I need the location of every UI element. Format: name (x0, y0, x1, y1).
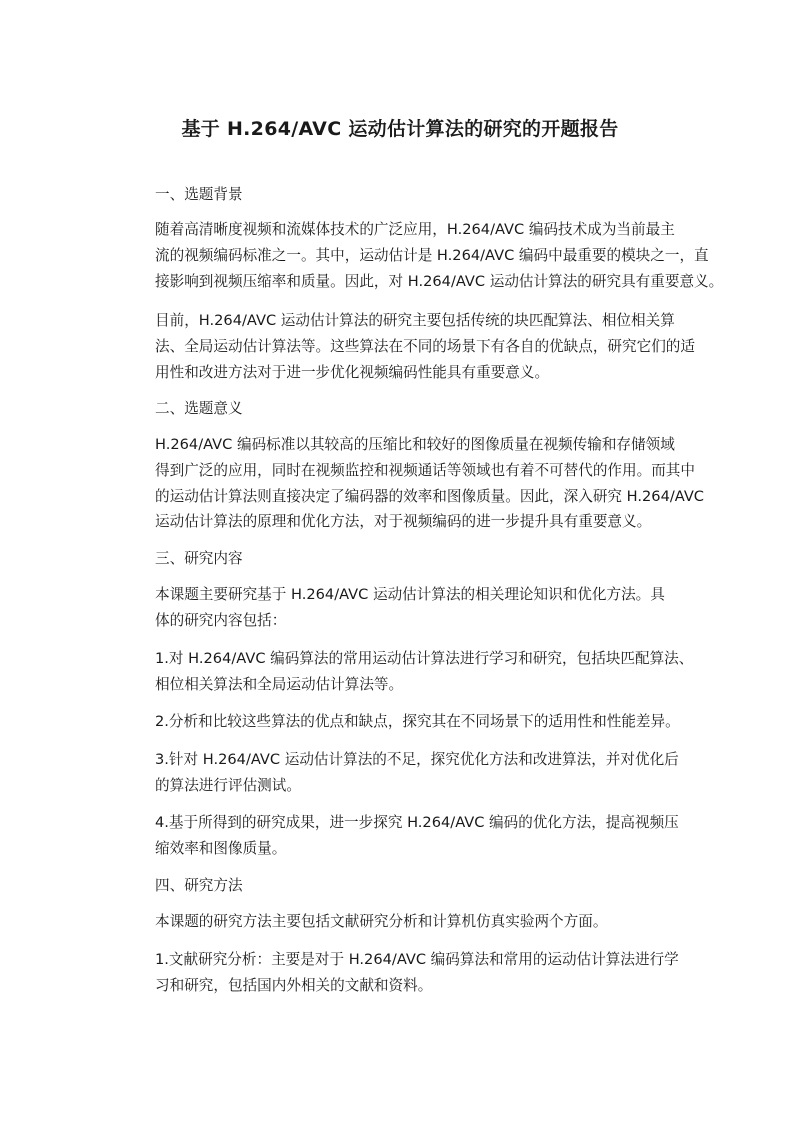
text-line: 本课题主要研究基于 H.264/AVC 运动估计算法的相关理论知识和优化方法。具 (155, 586, 665, 603)
paragraph-methods-item-1 (120, 947, 688, 999)
text-line: 的算法进行评估测试。 (155, 776, 301, 794)
text-line: 2.分析和比较这些算法的优点和缺点，探究其在不同场景下的适用性和性能差异。 (155, 713, 680, 730)
text-line: 流的视频编码标准之一。其中，运动估计是 H.264/AVC 编码中最重要的模块之一，直 (155, 246, 709, 264)
paragraph-background-2 (120, 308, 695, 385)
paragraph-content-item-1 (120, 646, 694, 698)
text-line: 1.对 H.264/AVC 编码算法的常用运动估计算法进行学习和研究，包括块匹配算法、 (155, 650, 694, 667)
text-line: 用性和改进方法对于进一步优化视频编码性能具有重要意义。 (155, 363, 550, 381)
document-title: 基于 H.264/AVC 运动估计算法的研究的开题报告 (181, 118, 619, 140)
text-line: 得到广泛的应用，同时在视频监控和视频通话等领域也有着不可替代的作用。而其中 (155, 461, 695, 479)
text-line: 习和研究，包括国内外相关的文献和资料。 (155, 976, 433, 994)
text-line: 目前，H.264/AVC 运动估计算法的研究主要包括传统的块匹配算法、相位相关算 (155, 312, 675, 329)
text-line: 3.针对 H.264/AVC 运动估计算法的不足，探究优化方法和改进算法，并对优化后 (155, 751, 679, 768)
text-line: 的运动估计算法则直接决定了编码器的效率和图像质量。因此，深入研究 H.264/AVC (155, 487, 704, 505)
text-line: 接影响到视频压缩率和质量。因此，对 H.264/AVC 运动估计算法的研究具有重要意义。 (155, 272, 724, 290)
text-line: 本课题的研究方法主要包括文献研究分析和计算机仿真实验两个方面。 (155, 913, 608, 930)
text-line: H.264/AVC 编码标准以其较高的压缩比和较好的图像质量在视频传输和存储领域 (155, 436, 675, 453)
paragraph-content-item-3 (120, 747, 688, 799)
paragraph-methods-intro (120, 909, 688, 935)
text-line: 随着高清晰度视频和流媒体技术的广泛应用，H.264/AVC 编码技术成为当前最主 (155, 221, 675, 238)
text-line: 体的研究内容包括： (155, 611, 287, 629)
section-heading-background: 一、选题背景 (155, 186, 243, 203)
section-heading-content: 三、研究内容 (155, 550, 243, 567)
paragraph-content-item-4 (120, 810, 688, 862)
text-line: 4.基于所得到的研究成果，进一步探究 H.264/AVC 编码的优化方法，提高视频压 (155, 814, 679, 831)
section-heading-significance: 二、选题意义 (155, 400, 243, 417)
paragraph-significance (120, 432, 704, 535)
text-line: 相位相关算法和全局运动估计算法等。 (155, 675, 404, 693)
text-line: 法、全局运动估计算法等。这些算法在不同的场景下有各自的优缺点，研究它们的适 (155, 337, 695, 355)
text-line: 运动估计算法的原理和优化方法，对于视频编码的进一步提升具有重要意义。 (155, 513, 652, 531)
text-line: 1.文献研究分析：主要是对于 H.264/AVC 编码算法和常用的运动估计算法进行学 (155, 951, 679, 968)
paragraph-content-item-2 (120, 709, 688, 735)
paragraph-content-intro (120, 582, 688, 634)
paragraph-background-1 (120, 217, 724, 294)
section-heading-methods: 四、研究方法 (155, 877, 243, 894)
text-line: 缩效率和图像质量。 (155, 839, 287, 857)
